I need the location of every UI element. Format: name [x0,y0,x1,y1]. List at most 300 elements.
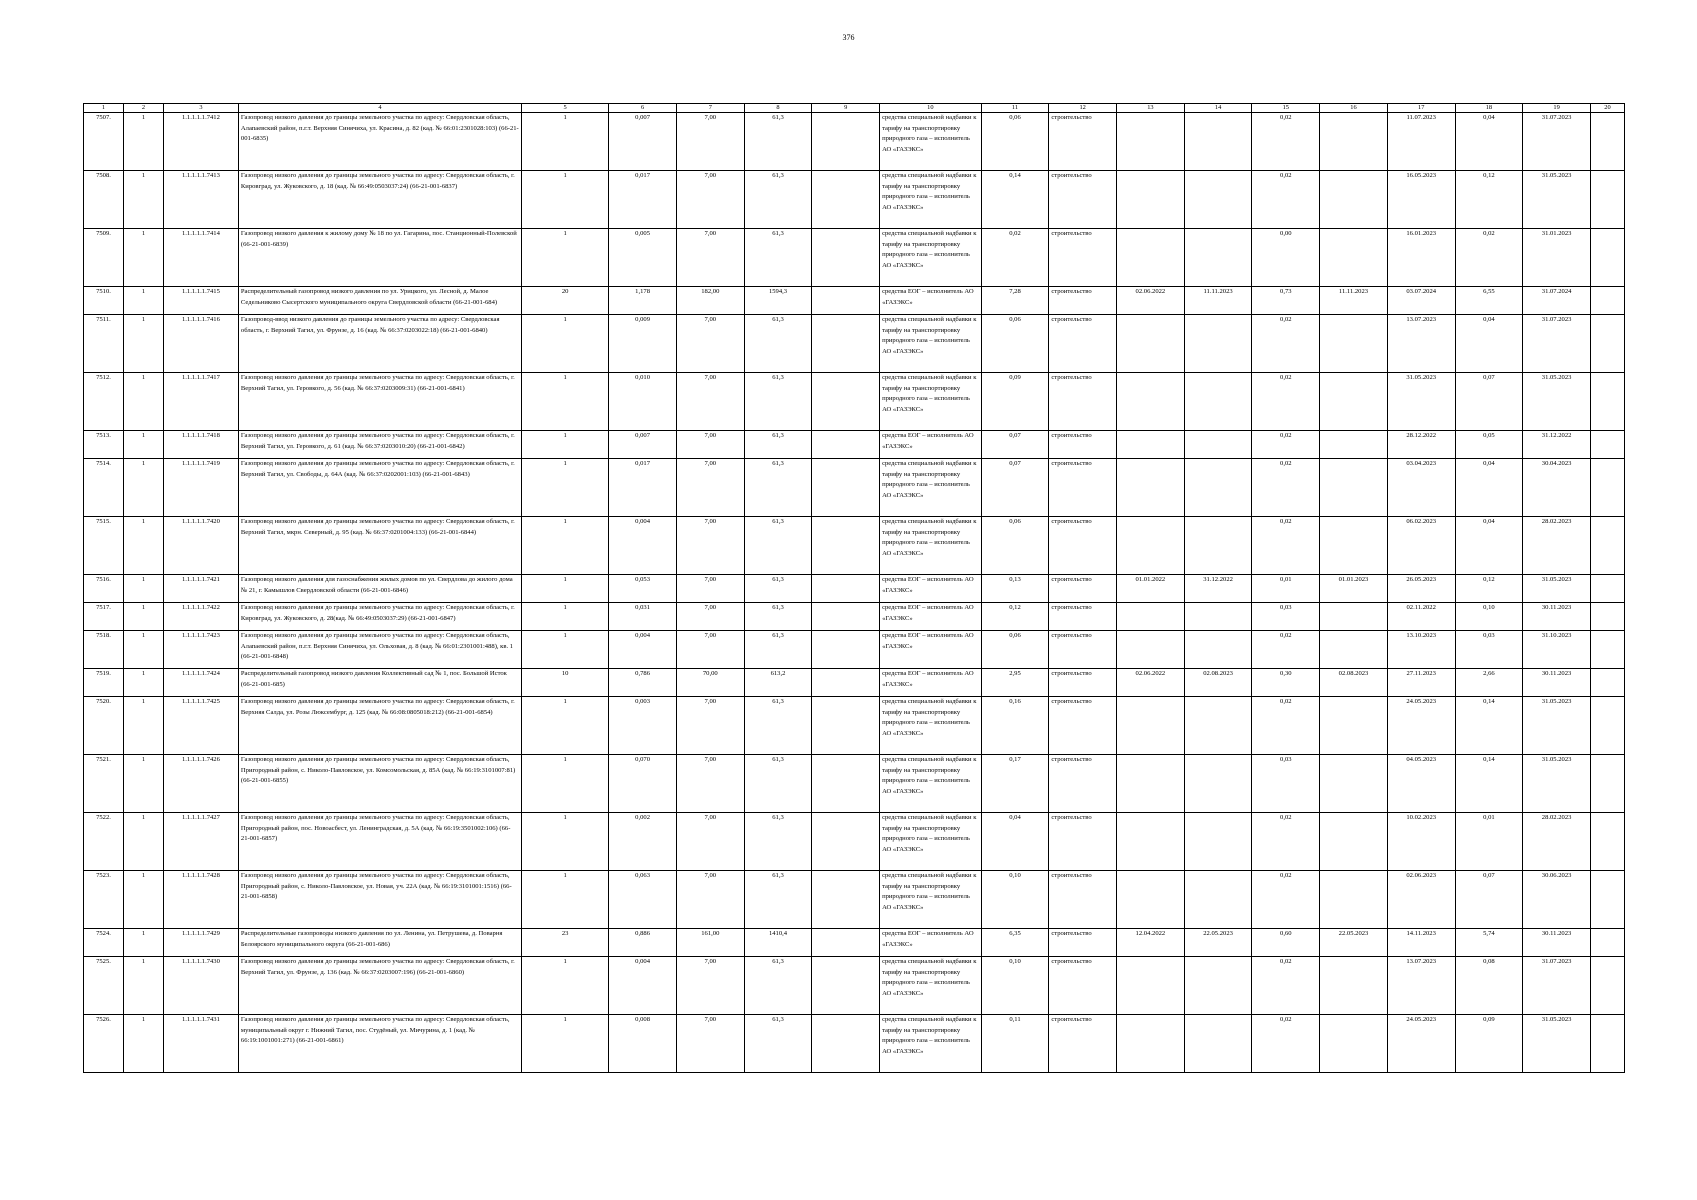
column-5: 1 [522,755,609,813]
column-16 [1320,631,1388,669]
column-9 [812,287,880,315]
column-14 [1184,315,1252,373]
column-6: 1,178 [609,287,677,315]
column-9 [812,957,880,1015]
column-14: 31.12.2022 [1184,575,1252,603]
table-row [84,755,1625,813]
funding-source: средства ЕОГ – исполнитель АО «ГАЗЭКС» [880,287,982,315]
table-row [84,871,1625,929]
column-13: 02.06.2022 [1117,669,1185,697]
work-type: строительство [1049,315,1117,373]
column-13 [1117,171,1185,229]
row-number: 7519. [84,669,124,697]
column-16: 01.01.2023 [1320,575,1388,603]
column-6: 0,063 [609,871,677,929]
work-type: строительство [1049,813,1117,871]
column-19: 30.11.2023 [1523,929,1591,957]
column-16 [1320,1015,1388,1073]
column-2: 1 [124,287,164,315]
column-header-20: 20 [1590,104,1624,113]
column-17: 03.04.2023 [1387,459,1455,517]
column-19: 31.05.2023 [1523,575,1591,603]
column-19: 30.11.2023 [1523,603,1591,631]
project-description: Газопровод низкого давления до границы земельного участка по адресу: Свердловская область, г. Верхний Тагил, ул. Геровкого, д. 56 (кад. № 66:37:0203009:31) (66-21-001-6841) [238,373,521,431]
column-6: 0,786 [609,669,677,697]
column-18: 0,04 [1455,459,1523,517]
header-row [84,104,1625,113]
column-7: 7,00 [676,517,744,575]
project-code: 1.1.1.1.1.7421 [164,575,239,603]
column-9 [812,1015,880,1073]
funding-source: средства ЕОГ – исполнитель АО «ГАЗЭКС» [880,929,982,957]
column-19: 31.05.2023 [1523,755,1591,813]
column-header-13: 13 [1117,104,1185,113]
column-6: 0,002 [609,813,677,871]
column-7: 70,00 [676,669,744,697]
column-18: 0,04 [1455,315,1523,373]
column-18: 0,12 [1455,575,1523,603]
work-type: строительство [1049,669,1117,697]
column-17: 16.01.2023 [1387,229,1455,287]
column-18: 0,09 [1455,1015,1523,1073]
column-15: 0,02 [1252,813,1320,871]
funding-source: средства ЕОГ – исполнитель АО «ГАЗЭКС» [880,431,982,459]
column-20 [1590,287,1624,315]
column-7: 7,00 [676,431,744,459]
funding-source: средства специальной надбавки к тарифу на транспортировку природного газа – исполнитель АО «ГАЗЭКС» [880,315,982,373]
funding-source: средства специальной надбавки к тарифу на транспортировку природного газа – исполнитель АО «ГАЗЭКС» [880,113,982,171]
column-6: 0,053 [609,575,677,603]
row-number: 7513. [84,431,124,459]
column-9 [812,755,880,813]
column-7: 7,00 [676,229,744,287]
row-number: 7521. [84,755,124,813]
column-5: 1 [522,871,609,929]
row-number: 7518. [84,631,124,669]
table-row [84,575,1625,603]
column-20 [1590,603,1624,631]
column-17: 14.11.2023 [1387,929,1455,957]
column-17: 28.12.2022 [1387,431,1455,459]
column-17: 24.05.2023 [1387,697,1455,755]
column-2: 1 [124,957,164,1015]
table-row [84,517,1625,575]
table-row [84,669,1625,697]
funding-source: средства специальной надбавки к тарифу на транспортировку природного газа – исполнитель АО «ГАЗЭКС» [880,813,982,871]
column-header-4: 4 [238,104,521,113]
column-14 [1184,871,1252,929]
column-20 [1590,669,1624,697]
column-8: 61,3 [744,631,812,669]
column-6: 0,004 [609,517,677,575]
column-17: 31.05.2023 [1387,373,1455,431]
column-17: 13.07.2023 [1387,315,1455,373]
column-15: 0,03 [1252,755,1320,813]
column-5: 1 [522,431,609,459]
column-5: 1 [522,459,609,517]
table-row [84,697,1625,755]
project-description: Распределительный газопровод низкого давления по ул. Урицкого, ул. Лесной, д. Малое Седельниково Сысертского муниципального округа Свердловской области (66-21-001-684) [238,287,521,315]
column-13 [1117,229,1185,287]
project-code: 1.1.1.1.1.7426 [164,755,239,813]
column-7: 7,00 [676,315,744,373]
funding-source: средства специальной надбавки к тарифу на транспортировку природного газа – исполнитель АО «ГАЗЭКС» [880,755,982,813]
column-6: 0,007 [609,113,677,171]
column-11: 0,06 [981,517,1049,575]
table-row [84,603,1625,631]
funding-source: средства специальной надбавки к тарифу на транспортировку природного газа – исполнитель АО «ГАЗЭКС» [880,517,982,575]
column-16 [1320,603,1388,631]
project-description: Газопровод низкого давления до границы земельного участка по адресу: Свердловская область, Алапаевский район, п.г.т. Верхняя Синячиха, ул. Красина, д. 82 (кад. № 66:01:2301028:103) (66-21-001-6835) [238,113,521,171]
column-9 [812,517,880,575]
project-description: Газопровод низкого давления к жилому дому № 18 по ул. Гагарина, пос. Станционный-Полевской (66-21-001-6839) [238,229,521,287]
column-18: 6,55 [1455,287,1523,315]
investment-program-table [83,103,1625,1073]
column-9 [812,229,880,287]
column-20 [1590,813,1624,871]
column-6: 0,017 [609,459,677,517]
column-7: 7,00 [676,603,744,631]
column-header-6: 6 [609,104,677,113]
column-7: 7,00 [676,575,744,603]
column-2: 1 [124,315,164,373]
column-16 [1320,171,1388,229]
column-18: 0,07 [1455,373,1523,431]
column-15: 0,02 [1252,113,1320,171]
column-17: 11.07.2023 [1387,113,1455,171]
column-18: 0,02 [1455,229,1523,287]
column-16: 22.05.2023 [1320,929,1388,957]
column-header-14: 14 [1184,104,1252,113]
column-16 [1320,113,1388,171]
column-15: 0,02 [1252,315,1320,373]
column-5: 1 [522,575,609,603]
column-15: 0,03 [1252,603,1320,631]
row-number: 7507. [84,113,124,171]
column-16 [1320,373,1388,431]
column-18: 0,01 [1455,813,1523,871]
column-8: 61,3 [744,603,812,631]
column-header-18: 18 [1455,104,1523,113]
column-13 [1117,957,1185,1015]
column-20 [1590,631,1624,669]
project-code: 1.1.1.1.1.7414 [164,229,239,287]
column-20 [1590,957,1624,1015]
column-16 [1320,871,1388,929]
column-14 [1184,813,1252,871]
column-20 [1590,871,1624,929]
column-16 [1320,813,1388,871]
column-11: 0,10 [981,871,1049,929]
column-14 [1184,603,1252,631]
column-20 [1590,697,1624,755]
funding-source: средства специальной надбавки к тарифу на транспортировку природного газа – исполнитель АО «ГАЗЭКС» [880,373,982,431]
work-type: строительство [1049,755,1117,813]
column-2: 1 [124,929,164,957]
column-19: 31.05.2023 [1523,373,1591,431]
column-6: 0,009 [609,315,677,373]
column-9 [812,171,880,229]
project-description: Газопровод низкого давления до границы земельного участка по адресу: Свердловская область, муниципальный округ г. Нижний Тагил, пос. Студёный, ул. Мичурина, д. 1 (кад. № 66:19:1001001:271) (66-21-001-6861) [238,1015,521,1073]
column-19: 28.02.2023 [1523,813,1591,871]
funding-source: средства специальной надбавки к тарифу на транспортировку природного газа – исполнитель АО «ГАЗЭКС» [880,229,982,287]
column-8: 61,3 [744,575,812,603]
funding-source: средства специальной надбавки к тарифу на транспортировку природного газа – исполнитель АО «ГАЗЭКС» [880,697,982,755]
column-18: 5,74 [1455,929,1523,957]
row-number: 7508. [84,171,124,229]
work-type: строительство [1049,113,1117,171]
project-code: 1.1.1.1.1.7418 [164,431,239,459]
column-19: 31.05.2023 [1523,1015,1591,1073]
column-20 [1590,113,1624,171]
column-11: 0,17 [981,755,1049,813]
project-code: 1.1.1.1.1.7420 [164,517,239,575]
column-20 [1590,575,1624,603]
column-18: 0,05 [1455,431,1523,459]
column-13 [1117,431,1185,459]
column-5: 23 [522,929,609,957]
funding-source: средства ЕОГ – исполнитель АО «ГАЗЭКС» [880,669,982,697]
column-11: 0,07 [981,459,1049,517]
row-number: 7524. [84,929,124,957]
column-16 [1320,755,1388,813]
work-type: строительство [1049,631,1117,669]
column-19: 31.10.2023 [1523,631,1591,669]
row-number: 7523. [84,871,124,929]
column-13 [1117,315,1185,373]
table-row [84,373,1625,431]
column-9 [812,113,880,171]
column-header-5: 5 [522,104,609,113]
column-15: 0,02 [1252,871,1320,929]
column-5: 1 [522,171,609,229]
column-18: 0,03 [1455,631,1523,669]
work-type: строительство [1049,287,1117,315]
column-6: 0,004 [609,631,677,669]
project-code: 1.1.1.1.1.7419 [164,459,239,517]
column-13 [1117,1015,1185,1073]
project-code: 1.1.1.1.1.7416 [164,315,239,373]
column-17: 03.07.2024 [1387,287,1455,315]
column-8: 61,3 [744,871,812,929]
column-5: 1 [522,517,609,575]
row-number: 7525. [84,957,124,1015]
column-16 [1320,517,1388,575]
column-18: 0,12 [1455,171,1523,229]
column-13 [1117,517,1185,575]
column-13: 01.01.2022 [1117,575,1185,603]
column-20 [1590,315,1624,373]
column-8: 61,3 [744,957,812,1015]
column-14: 22.05.2023 [1184,929,1252,957]
column-20 [1590,1015,1624,1073]
column-header-15: 15 [1252,104,1320,113]
work-type: строительство [1049,171,1117,229]
project-description: Газопровод низкого давления до границы земельного участка по адресу: Свердловская область, г. Верхняя Салда, ул. Розы Люксембург, д. 125 (кад. № 66:08:0805018:212) (66-21-001-6854) [238,697,521,755]
column-14 [1184,1015,1252,1073]
column-header-17: 17 [1387,104,1455,113]
column-11: 0,11 [981,1015,1049,1073]
column-8: 1410,4 [744,929,812,957]
project-code: 1.1.1.1.1.7423 [164,631,239,669]
table-row [84,1015,1625,1073]
project-code: 1.1.1.1.1.7425 [164,697,239,755]
row-number: 7526. [84,1015,124,1073]
column-7: 7,00 [676,113,744,171]
column-19: 31.07.2023 [1523,113,1591,171]
work-type: строительство [1049,871,1117,929]
column-2: 1 [124,171,164,229]
funding-source: средства ЕОГ – исполнитель АО «ГАЗЭКС» [880,603,982,631]
column-5: 1 [522,813,609,871]
column-6: 0,031 [609,603,677,631]
column-2: 1 [124,813,164,871]
column-11: 0,12 [981,603,1049,631]
project-code: 1.1.1.1.1.7424 [164,669,239,697]
table-row [84,929,1625,957]
column-8: 61,3 [744,813,812,871]
column-6: 0,017 [609,171,677,229]
column-header-1: 1 [84,104,124,113]
column-15: 0,02 [1252,373,1320,431]
column-7: 7,00 [676,755,744,813]
work-type: строительство [1049,957,1117,1015]
column-8: 61,3 [744,315,812,373]
column-20 [1590,171,1624,229]
table-row [84,459,1625,517]
column-header-3: 3 [164,104,239,113]
column-16 [1320,459,1388,517]
column-19: 31.05.2023 [1523,697,1591,755]
column-19: 31.05.2023 [1523,171,1591,229]
column-2: 1 [124,431,164,459]
column-14 [1184,631,1252,669]
column-19: 31.01.2023 [1523,229,1591,287]
row-number: 7509. [84,229,124,287]
column-9 [812,603,880,631]
column-17: 02.06.2023 [1387,871,1455,929]
project-description: Газопровод низкого давления до границы земельного участка по адресу: Свердловская область, г. Кировград, ул. Жуковского, д. 18 (кад. № 66:49:0503037:24) (66-21-001-6837) [238,171,521,229]
project-description: Газопровод низкого давления до границы земельного участка по адресу: Свердловская область, г. Верхний Тагил, ул. Фрунзе, д. 136 (кад. № 66:37:0203007:196) (66-21-001-6860) [238,957,521,1015]
column-15: 0,02 [1252,431,1320,459]
funding-source: средства специальной надбавки к тарифу на транспортировку природного газа – исполнитель АО «ГАЗЭКС» [880,957,982,1015]
column-8: 61,3 [744,697,812,755]
table-row [84,113,1625,171]
column-16: 11.11.2023 [1320,287,1388,315]
column-2: 1 [124,871,164,929]
column-17: 13.10.2023 [1387,631,1455,669]
work-type: строительство [1049,431,1117,459]
column-header-11: 11 [981,104,1049,113]
column-9 [812,631,880,669]
column-11: 2,95 [981,669,1049,697]
project-description: Газопровод низкого давления до границы земельного участка по адресу: Свердловская область, г. Верхний Тагил, ул. Геровкого, д. 61 (кад. № 66:37:0203010:20) (66-21-001-6842) [238,431,521,459]
column-13: 02.06.2022 [1117,287,1185,315]
column-5: 1 [522,1015,609,1073]
column-2: 1 [124,459,164,517]
work-type: строительство [1049,575,1117,603]
column-13 [1117,813,1185,871]
column-5: 1 [522,631,609,669]
column-13 [1117,631,1185,669]
column-5: 1 [522,373,609,431]
column-8: 61,3 [744,171,812,229]
column-6: 0,886 [609,929,677,957]
column-8: 61,3 [744,113,812,171]
column-8: 61,3 [744,517,812,575]
column-7: 7,00 [676,459,744,517]
column-14 [1184,517,1252,575]
row-number: 7520. [84,697,124,755]
column-17: 06.02.2023 [1387,517,1455,575]
column-2: 1 [124,113,164,171]
column-8: 61,3 [744,431,812,459]
column-14: 11.11.2023 [1184,287,1252,315]
project-code: 1.1.1.1.1.7413 [164,171,239,229]
column-7: 7,00 [676,813,744,871]
column-18: 0,04 [1455,113,1523,171]
column-6: 0,005 [609,229,677,287]
column-19: 31.07.2024 [1523,287,1591,315]
work-type: строительство [1049,459,1117,517]
work-type: строительство [1049,603,1117,631]
project-description: Газопровод низкого давления для газоснабжения жилых домов по ул. Свердлова до жилого дома № 21, г. Камышлов Свердловской области (66-21-001-6846) [238,575,521,603]
column-16: 02.08.2023 [1320,669,1388,697]
row-number: 7522. [84,813,124,871]
column-11: 0,16 [981,697,1049,755]
column-15: 0,02 [1252,1015,1320,1073]
column-15: 0,73 [1252,287,1320,315]
row-number: 7517. [84,603,124,631]
column-2: 1 [124,669,164,697]
project-description: Газопровод низкого давления до границы земельного участка по адресу: Свердловская область, г. Кировград, ул. Жуковского, д. 28(кад. № 66:49:0503037:29) (66-21-001-6847) [238,603,521,631]
column-6: 0,008 [609,1015,677,1073]
column-5: 1 [522,603,609,631]
column-11: 0,06 [981,315,1049,373]
column-header-12: 12 [1049,104,1117,113]
row-number: 7511. [84,315,124,373]
column-9 [812,315,880,373]
column-7: 7,00 [676,957,744,1015]
column-2: 1 [124,1015,164,1073]
column-6: 0,010 [609,373,677,431]
row-number: 7514. [84,459,124,517]
column-17: 27.11.2023 [1387,669,1455,697]
column-14 [1184,459,1252,517]
column-11: 0,06 [981,631,1049,669]
column-6: 0,007 [609,431,677,459]
column-14 [1184,697,1252,755]
funding-source: средства специальной надбавки к тарифу на транспортировку природного газа – исполнитель АО «ГАЗЭКС» [880,871,982,929]
column-15: 0,60 [1252,929,1320,957]
column-11: 0,09 [981,373,1049,431]
column-13 [1117,373,1185,431]
column-18: 0,14 [1455,755,1523,813]
column-2: 1 [124,603,164,631]
project-code: 1.1.1.1.1.7429 [164,929,239,957]
work-type: строительство [1049,517,1117,575]
funding-source: средства ЕОГ – исполнитель АО «ГАЗЭКС» [880,575,982,603]
column-19: 31.07.2023 [1523,315,1591,373]
column-5: 10 [522,669,609,697]
table-row [84,315,1625,373]
column-17: 26.05.2023 [1387,575,1455,603]
project-description: Распределительные газопроводы низкого давления по ул. Ленина, ул. Петрушева, д. Поварня Белоярского муниципального округа (66-21-001-686) [238,929,521,957]
column-header-9: 9 [812,104,880,113]
column-20 [1590,431,1624,459]
column-14 [1184,229,1252,287]
column-5: 1 [522,229,609,287]
